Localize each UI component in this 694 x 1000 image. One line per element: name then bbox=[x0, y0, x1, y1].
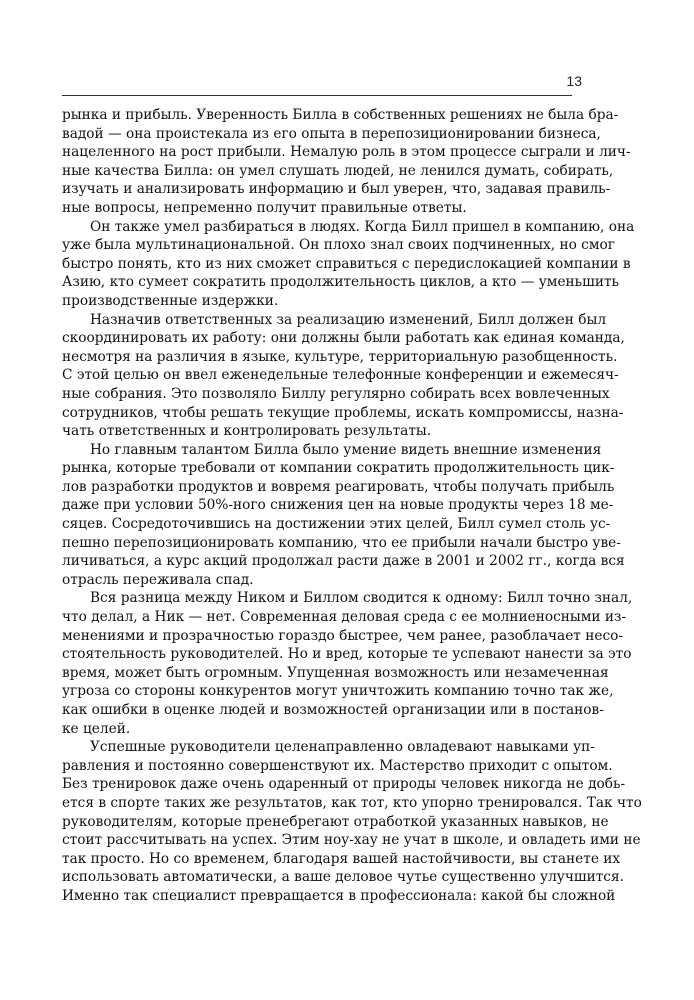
text-line: изучать и анализировать информацию и был уверен, что, задавая правиль- bbox=[62, 181, 611, 198]
text-line: угроза со стороны конкурентов могут уничтожить компанию точно так же, bbox=[62, 683, 614, 700]
text-line: так просто. Но со временем, благодаря вашей настойчивости, вы станете их bbox=[62, 850, 621, 867]
text-line: руководителям, которые пренебрегают отработкой указанных навыков, не bbox=[62, 813, 609, 830]
text-line: лов разработки продуктов и вовремя реагировать, чтобы получать прибыль bbox=[62, 478, 615, 495]
text-line: стоит рассчитывать на успех. Этим ноу-хау не учат в школе, и овладеть ими не bbox=[62, 832, 641, 849]
paragraph bbox=[62, 589, 633, 738]
text-line: что делал, а Ник — нет. Современная деловая среда с ее молниеносными из- bbox=[62, 609, 627, 626]
text-line: сяцев. Сосредоточившись на достижении этих целей, Билл сумел столь ус- bbox=[62, 516, 611, 533]
text-line: несмотря на различия в языке, культуре, территориальную разобщенность. bbox=[62, 348, 618, 365]
page-number: 13 bbox=[566, 73, 582, 89]
text-line: использовать автоматически, а ваше деловое чутье существенно улучшится. bbox=[62, 869, 624, 886]
text-line: ные собрания. Это позволяло Биллу регулярно собирать всех вовлеченных bbox=[62, 385, 610, 402]
text-line: рынка, которые требовали от компании сократить продолжительность цик- bbox=[62, 460, 615, 477]
header-rule bbox=[62, 95, 572, 96]
body-text bbox=[62, 106, 642, 906]
text-line: ке целей. bbox=[62, 720, 131, 737]
text-line: ные качества Билла: он умел слушать людей, не ленился думать, собирать, bbox=[62, 162, 614, 179]
paragraph bbox=[62, 311, 625, 441]
text-line: стоятельность руководителей. Но и вред, которые те успевают нанести за это bbox=[62, 646, 632, 663]
text-line: Именно так специалист превращается в профессионала: какой бы сложной bbox=[62, 887, 616, 904]
text-line: производственные издержки. bbox=[62, 292, 279, 309]
text-line: ные вопросы, непременно получит правильные ответы. bbox=[62, 199, 467, 216]
text-line: вадой — она проистекала из его опыта в перепозиционировании бизнеса, bbox=[62, 125, 601, 142]
text-line: Назначив ответственных за реализацию изменений, Билл должен был bbox=[90, 311, 607, 328]
paragraph bbox=[62, 218, 635, 311]
text-line: Он также умел разбираться в людях. Когда Билл пришел в компанию, она bbox=[90, 218, 635, 235]
text-line: Без тренировок даже очень одаренный от природы человек никогда не добь- bbox=[62, 776, 626, 793]
text-line: личиваться, а курс акций продолжал расти даже в 2001 и 2002 гг., когда вся bbox=[62, 553, 625, 570]
text-line: ется в спорте таких же результатов, как тот, кто упорно тренировался. Так что bbox=[62, 794, 642, 811]
text-line: как ошибки в оценке людей и возможностей организации или в постанов- bbox=[62, 702, 604, 718]
text-line: Азию, кто сумеет сократить продолжительность циклов, а кто — уменьшить bbox=[62, 274, 619, 291]
text-line: С этой целью он ввел еженедельные телефонные конференции и ежемесяч- bbox=[62, 367, 619, 384]
text-line: нацеленного на рост прибыли. Немалую роль в этом процессе сыграли и лич- bbox=[62, 144, 631, 161]
paragraph bbox=[62, 441, 625, 590]
text-line: отрасль переживала спад. bbox=[62, 571, 254, 588]
text-line: Но главным талантом Билла было умение видеть внешние изменения bbox=[90, 441, 602, 458]
text-line: сотрудников, чтобы решать текущие проблемы, искать компромиссы, назна- bbox=[62, 404, 624, 421]
paragraph bbox=[62, 738, 642, 905]
text-line: даже при условии 50%-ного снижения цен на новые продукты через 18 ме- bbox=[62, 497, 614, 514]
text-line: скоординировать их работу: они должны были работать как единая команда, bbox=[62, 330, 625, 347]
text-line: Вся разница между Ником и Биллом сводится к одному: Билл точно знал, bbox=[90, 590, 633, 607]
text-line: чать ответственных и контролировать результаты. bbox=[62, 423, 432, 440]
text-line: время, может быть огромным. Упущенная возможность или незамеченная bbox=[62, 664, 609, 681]
text-line: Успешные руководители целенаправленно овладевают навыками уп- bbox=[90, 739, 595, 756]
text-line: быстро понять, кто из них сможет справиться с передислокацией компании в bbox=[62, 255, 631, 272]
text-line: менениями и прозрачностью гораздо быстрее, чем ранее, разоблачает несо- bbox=[62, 627, 623, 644]
text-line: рынка и прибыль. Уверенность Билла в собственных решениях не была бра- bbox=[62, 107, 619, 123]
paragraph bbox=[62, 106, 631, 218]
text-line: пешно перепозиционировать компанию, что ее прибыли начали быстро уве- bbox=[62, 534, 621, 551]
text-line: уже была мультинациональной. Он плохо знал своих подчиненных, но смог bbox=[62, 237, 615, 254]
text-line: равления и постоянно совершенствуют их. Мастерство приходит с опытом. bbox=[62, 757, 613, 774]
